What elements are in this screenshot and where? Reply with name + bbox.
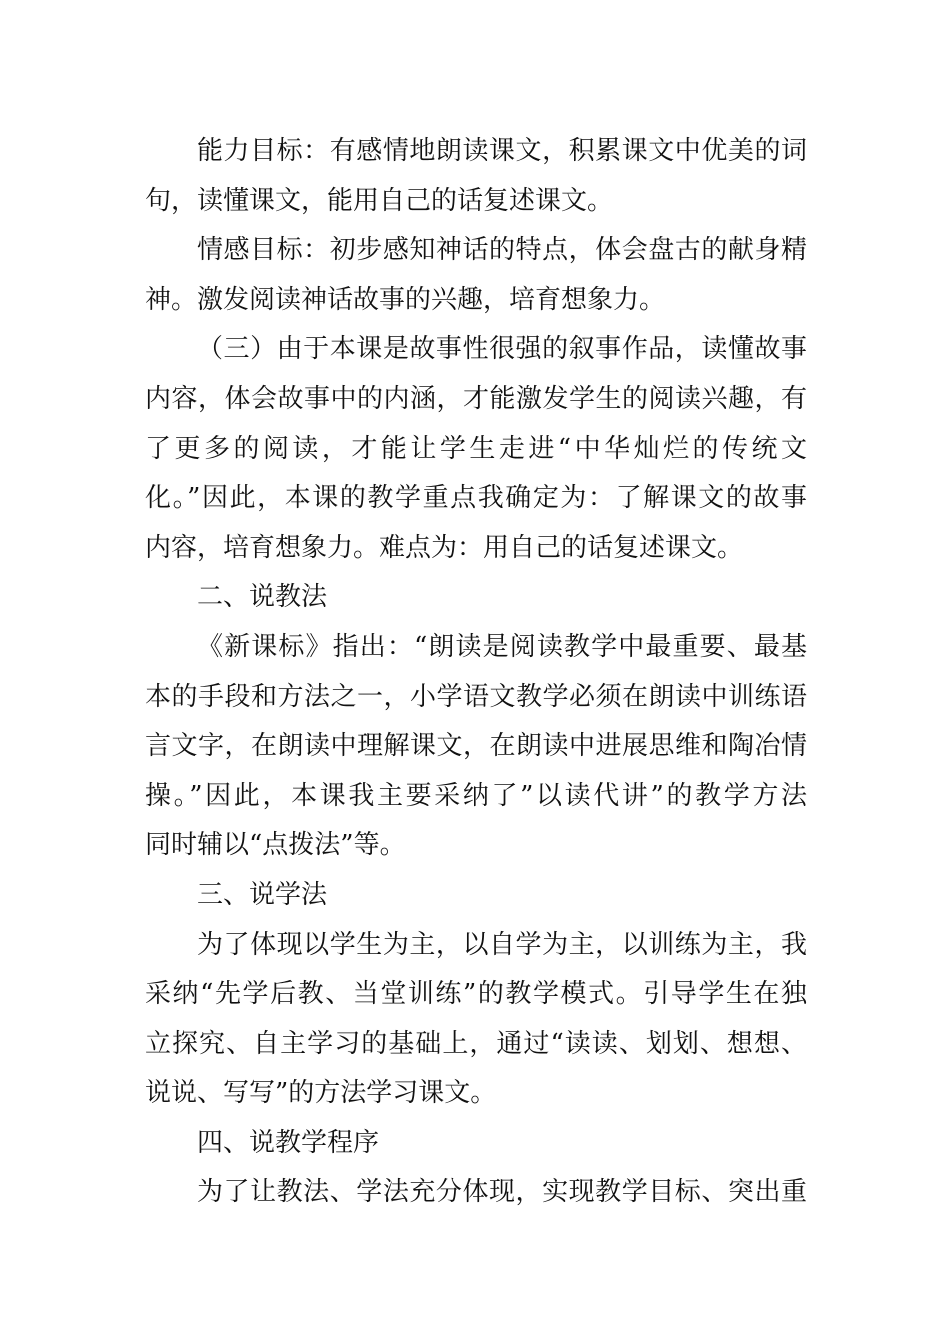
text-line: 句，读懂课文，能用自己的话复述课文。 — [145, 185, 614, 216]
paragraph-procedure — [145, 1168, 807, 1218]
text-line: 化。”因此，本课的教学重点我确定为：了解课文的故事 — [145, 483, 807, 514]
text-line: 内容，培育想象力。难点为：用自己的话复述课文。 — [145, 532, 744, 563]
text-line: 同时辅以“点拨法”等。 — [145, 830, 406, 861]
text-line: 了更多的阅读，才能让学生走进“中华灿烂的传统文 — [145, 433, 807, 464]
paragraph-learning-method — [145, 921, 807, 1119]
text-line: 内容，体会故事中的内涵，才能激发学生的阅读兴趣，有 — [145, 383, 807, 414]
text-line: 本的手段和方法之一，小学语文教学必须在朗读中训练语 — [145, 681, 807, 712]
document-body — [145, 127, 807, 1218]
text-line: 采纳“先学后教、当堂训练”的教学模式。引导学生在独 — [145, 979, 807, 1010]
text-line: 说说、写写”的方法学习课文。 — [145, 1078, 497, 1109]
text-line: 为了体现以学生为主，以自学为主，以训练为主，我 — [197, 929, 807, 960]
text-line: 《新课标》指出：“朗读是阅读教学中最重要、最基 — [197, 631, 807, 662]
text-line: 立探究、自主学习的基础上，通过“读读、划划、想想、 — [145, 1028, 807, 1059]
text-line: 四、说教学程序 — [197, 1127, 380, 1158]
text-line: 神。激发阅读神话故事的兴趣，培育想象力。 — [145, 284, 666, 315]
paragraph-key-points — [145, 325, 807, 573]
paragraph-teaching-method — [145, 623, 807, 871]
text-line: 操。”因此，本课我主要采纳了”以读代讲”的教学方法 — [145, 780, 807, 811]
text-line: 为了让教法、学法充分体现，实现教学目标、突出重 — [197, 1177, 807, 1208]
text-line: 二、说教法 — [197, 582, 328, 613]
text-line: 三、说学法 — [197, 879, 328, 910]
text-line: 情感目标：初步感知神话的特点，体会盘古的献身精 — [197, 235, 807, 266]
paragraph-heading-teaching-method — [145, 573, 807, 623]
text-line: 能力目标：有感情地朗读课文，积累课文中优美的词 — [197, 136, 807, 166]
paragraph-ability-goal — [145, 127, 807, 226]
paragraph-heading-learning-method — [145, 871, 807, 921]
text-line: （三）由于本课是故事性很强的叙事作品，读懂故事 — [197, 334, 807, 365]
text-line: 言文字，在朗读中理解课文，在朗读中进展思维和陶冶情 — [145, 731, 807, 762]
paragraph-heading-procedure — [145, 1119, 807, 1169]
paragraph-emotion-goal — [145, 226, 807, 325]
